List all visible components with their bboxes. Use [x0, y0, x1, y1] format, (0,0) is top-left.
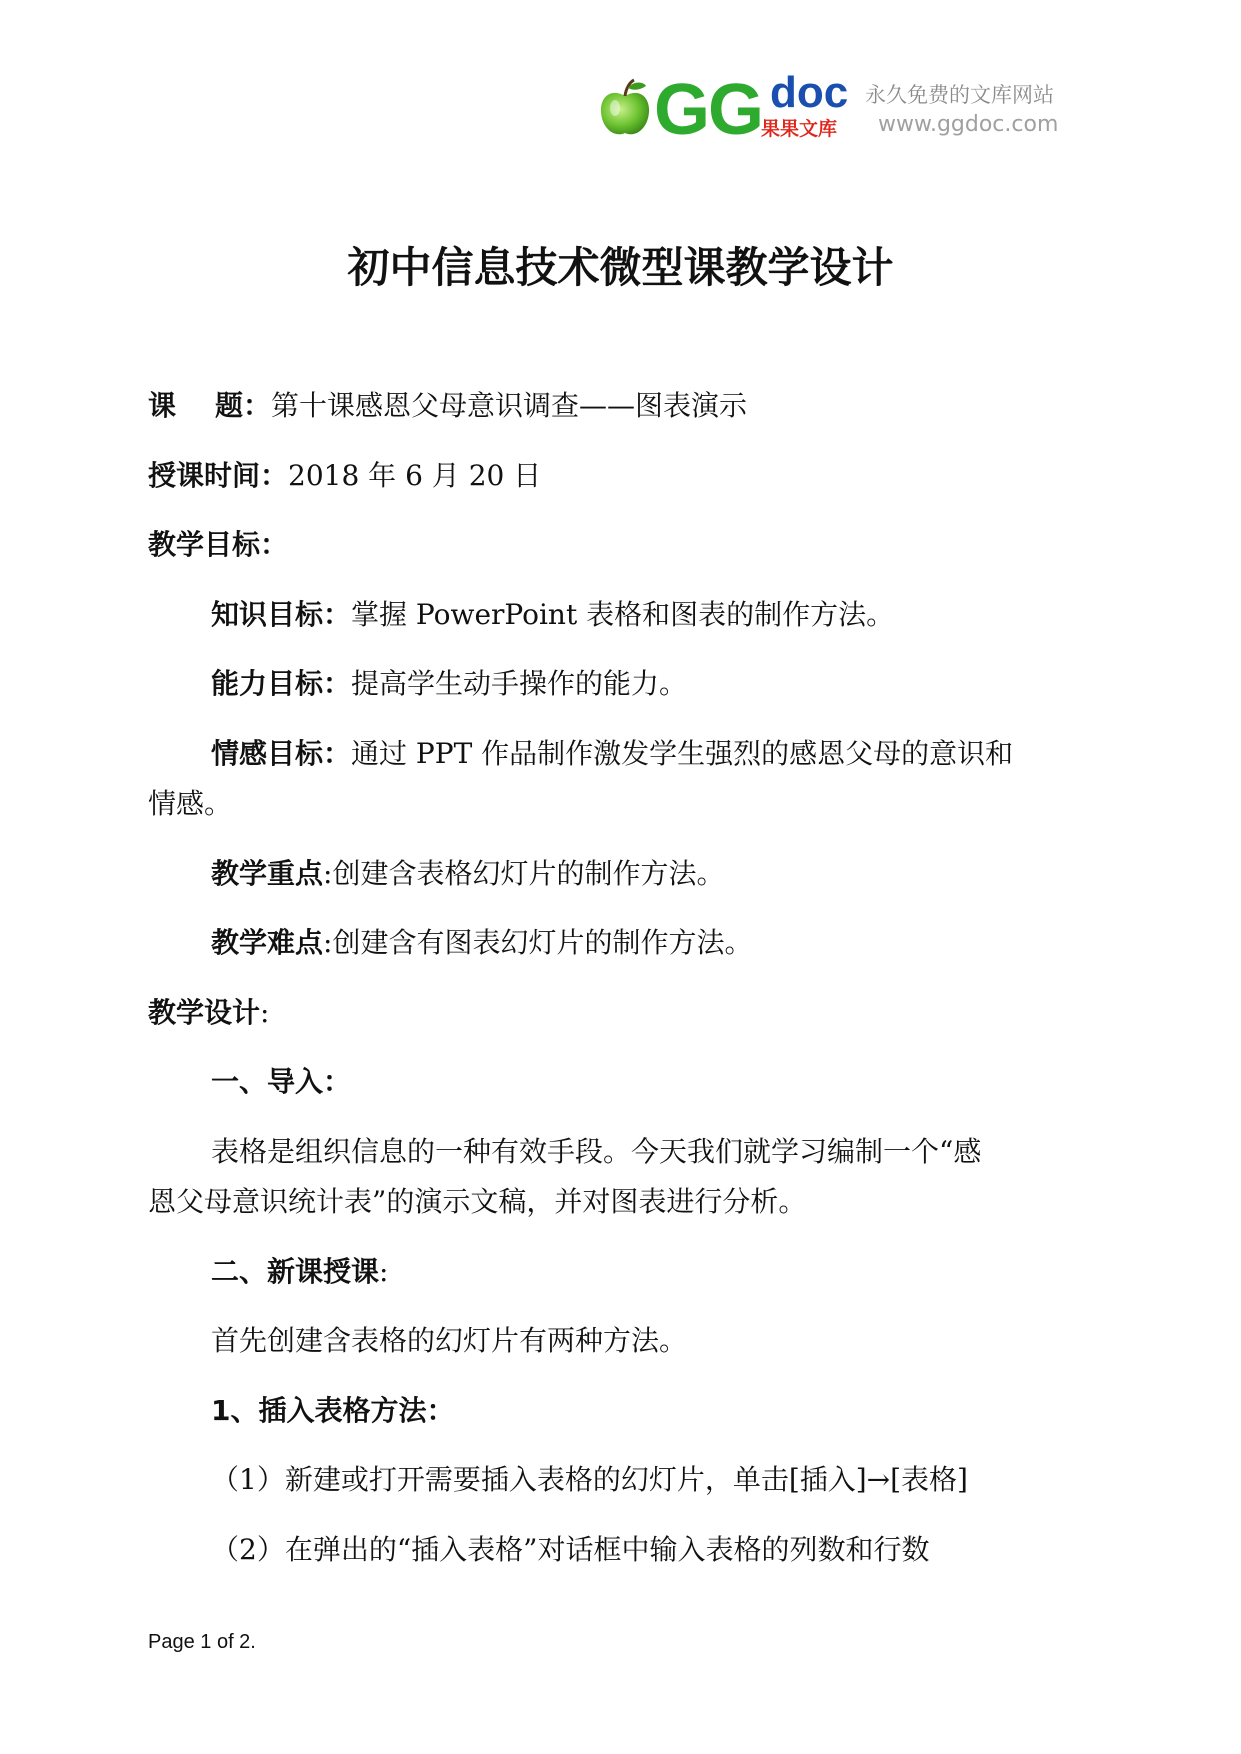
emotion-label: 情感目标：: [211, 737, 352, 770]
knowledge-value: 掌握 PowerPoint 表格和图表的制作方法。: [351, 598, 895, 631]
step1-text: （1）新建或打开需要插入表格的幻灯片，单击[插入]→[表格]: [211, 1463, 968, 1496]
time-line: [148, 458, 541, 494]
site-logo[interactable]: [598, 68, 1078, 152]
logo-chinese-name: 果果文库: [761, 118, 838, 140]
document-title: 初中信息技术微型课教学设计: [347, 243, 894, 292]
design-heading: 教学设计: [148, 996, 261, 1029]
key-label: 教学重点: [211, 857, 324, 890]
new-lesson-intro: 首先创建含表格的幻灯片有两种方法。: [211, 1324, 688, 1357]
topic-line: [148, 388, 747, 424]
new-lesson-colon: :: [379, 1255, 389, 1288]
knowledge-label: 知识目标：: [211, 598, 352, 631]
difficulty-value: :创建含有图表幻灯片的制作方法。: [323, 926, 753, 959]
ability-label: 能力目标：: [211, 667, 352, 700]
logo-url[interactable]: www.ggdoc.com: [878, 112, 1059, 137]
ability-value: 提高学生动手操作的能力。: [351, 667, 688, 700]
step2-text: （2）在弹出的“插入表格”对话框中输入表格的列数和行数: [211, 1533, 930, 1566]
logo-doc-text: doc: [770, 68, 849, 117]
design-colon: :: [260, 996, 270, 1029]
page-number-footer: Page 1 of 2.: [148, 1631, 256, 1653]
topic-label: 课 题：: [148, 389, 271, 422]
emotion-value-line1: 通过 PPT 作品制作激发学生强烈的感恩父母的意识和: [351, 737, 1014, 770]
new-lesson-heading-line: [211, 1254, 388, 1290]
knowledge-goal-line: [211, 597, 894, 633]
logo-gg-text: GG: [654, 70, 763, 150]
intro-line1: 表格是组织信息的一种有效手段。今天我们就学习编制一个“感: [211, 1135, 982, 1168]
apple-icon: [598, 78, 652, 138]
difficulty-label: 教学难点: [211, 926, 324, 959]
difficulty-line: [211, 925, 752, 961]
topic-value: 第十课感恩父母意识调查——图表演示: [271, 389, 748, 422]
design-heading-line: [148, 995, 269, 1031]
key-value: :创建含表格幻灯片的制作方法。: [323, 857, 725, 890]
intro-heading: 一、导入：: [211, 1065, 352, 1098]
intro-line2: 恩父母意识统计表”的演示文稿，并对图表进行分析。: [148, 1185, 807, 1218]
time-value: 2018 年 6 月 20 日: [288, 459, 542, 492]
time-label: 授课时间：: [148, 459, 289, 492]
emotion-goal-line: [211, 736, 1013, 772]
method1-heading: 1、插入表格方法：: [211, 1394, 455, 1427]
new-lesson-heading: 二、新课授课: [211, 1255, 380, 1288]
goals-heading: 教学目标：: [148, 528, 289, 561]
ability-goal-line: [211, 666, 687, 702]
logo-slogan: 永久免费的文库网站: [865, 83, 1054, 107]
key-point-line: [211, 856, 724, 892]
emotion-value-line2: 情感。: [148, 787, 233, 820]
